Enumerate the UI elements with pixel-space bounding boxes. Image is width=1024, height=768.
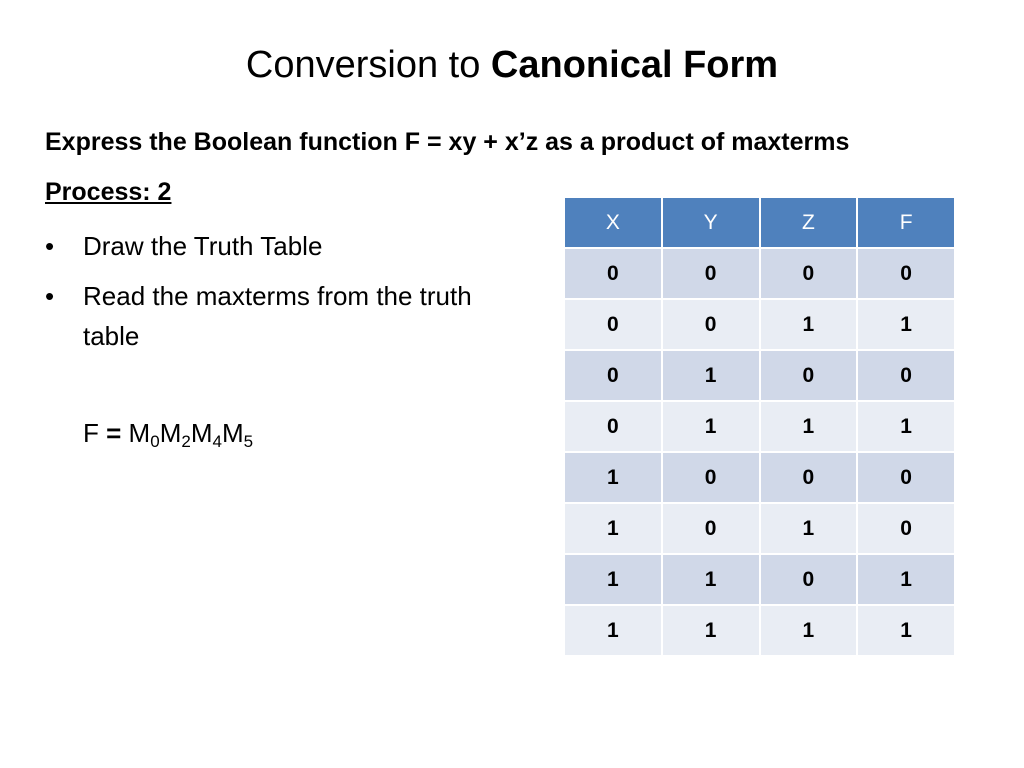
table-row xyxy=(564,452,955,503)
table-cell: 0 xyxy=(857,350,955,401)
bullet-dot-icon: • xyxy=(45,281,55,311)
bullet-item xyxy=(45,226,515,266)
table-cell: 0 xyxy=(662,503,760,554)
table-cell: 1 xyxy=(662,350,760,401)
column-header-z: Z xyxy=(760,197,858,248)
table-cell: 1 xyxy=(662,401,760,452)
table-cell: 0 xyxy=(857,452,955,503)
table-cell: 0 xyxy=(564,248,662,299)
truth-table-body xyxy=(564,248,955,656)
table-cell: 1 xyxy=(857,605,955,656)
table-cell: 1 xyxy=(760,503,858,554)
problem-statement: Express the Boolean function F = xy + x’z as a product of maxterms xyxy=(45,128,850,156)
table-cell: 0 xyxy=(760,248,858,299)
table-row xyxy=(564,248,955,299)
table-cell: 1 xyxy=(662,605,760,656)
table-cell: 1 xyxy=(760,605,858,656)
table-cell: 0 xyxy=(662,248,760,299)
table-cell: 1 xyxy=(857,554,955,605)
table-cell: 0 xyxy=(564,401,662,452)
truth-table xyxy=(563,196,956,657)
truth-table-header-row xyxy=(564,197,955,248)
maxterm: $M_2$ xyxy=(159,418,191,451)
bullet-list xyxy=(45,226,515,366)
formula-lhs: F xyxy=(83,418,99,448)
table-cell: 1 xyxy=(564,503,662,554)
maxterm-formula xyxy=(83,418,253,452)
table-cell: 0 xyxy=(564,350,662,401)
column-header-x: X xyxy=(564,197,662,248)
maxterm: $M_4$ xyxy=(190,418,222,451)
table-cell: 1 xyxy=(760,401,858,452)
column-header-f: F xyxy=(857,197,955,248)
maxterm: $M_0$ xyxy=(128,418,160,451)
table-row xyxy=(564,299,955,350)
title-bold: Canonical Form xyxy=(490,44,779,86)
table-row xyxy=(564,350,955,401)
table-cell: 0 xyxy=(857,248,955,299)
table-cell: 0 xyxy=(662,299,760,350)
bullet-text: Read the maxterms from the truth table xyxy=(83,281,472,351)
table-cell: 1 xyxy=(564,554,662,605)
table-row xyxy=(564,554,955,605)
table-cell: 0 xyxy=(564,299,662,350)
table-cell: 0 xyxy=(760,554,858,605)
table-row xyxy=(564,401,955,452)
table-row xyxy=(564,605,955,656)
bullet-dot-icon: • xyxy=(45,231,55,261)
process-label: Process: 2 xyxy=(45,178,172,206)
table-cell: 1 xyxy=(857,401,955,452)
table-cell: 0 xyxy=(662,452,760,503)
table-cell: 1 xyxy=(662,554,760,605)
maxterm: $M_5$ xyxy=(221,418,254,451)
table-cell: 0 xyxy=(760,452,858,503)
table-cell: 1 xyxy=(564,452,662,503)
column-header-y: Y xyxy=(662,197,760,248)
slide-title xyxy=(0,40,1024,90)
table-row xyxy=(564,503,955,554)
table-cell: 1 xyxy=(564,605,662,656)
bullet-text: Draw the Truth Table xyxy=(83,231,323,261)
table-cell: 0 xyxy=(760,350,858,401)
bullet-item xyxy=(45,276,515,356)
title-normal: Conversion to xyxy=(245,44,491,86)
table-cell: 0 xyxy=(857,503,955,554)
formula-equals: = xyxy=(106,418,122,448)
table-cell: 1 xyxy=(857,299,955,350)
table-cell: 1 xyxy=(760,299,858,350)
